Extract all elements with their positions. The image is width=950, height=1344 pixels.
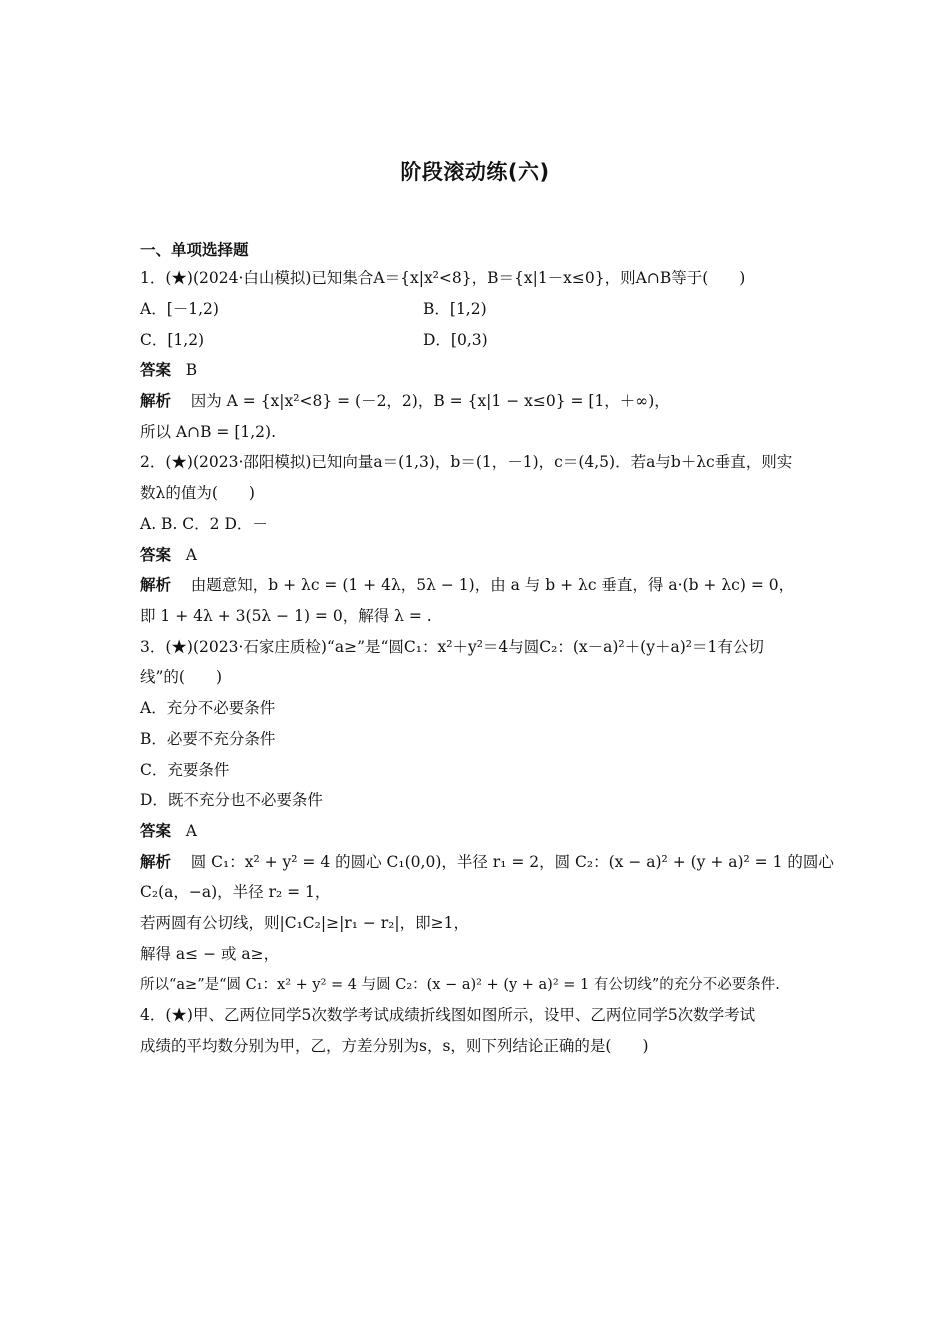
q3-stem: 3．(★)(2023·石家庄质检)“a≥”是“圆C₁：x²＋y²＝4与圆C₂：(x－a)²＋(y＋a)²＝1有公切 (140, 638, 764, 656)
explanation-label: 解析 (140, 392, 172, 410)
answer-label: 答案 (140, 361, 172, 379)
answer-value: B (185, 361, 198, 379)
q1-answer (140, 360, 197, 380)
answer-value: A (185, 546, 197, 564)
q2-stem-cont: 数λ的值为( ) (140, 484, 255, 502)
q3-option-d: D．既不充分也不必要条件 (140, 791, 323, 809)
q4-stem-cont: 成绩的平均数分别为甲，乙，方差分别为s，s，则下列结论正确的是( ) (140, 1037, 649, 1055)
explanation-label: 解析 (140, 576, 172, 594)
q3-explanation-cont: 解得 a≤ − 或 a≥， (140, 945, 280, 963)
q3-option-a: A．充分不必要条件 (140, 699, 276, 717)
q1-option-d: D．[0,3) (423, 331, 488, 349)
answer-label: 答案 (140, 546, 172, 564)
answer-label: 答案 (140, 822, 172, 840)
q3-option-c: C．充要条件 (140, 761, 230, 779)
q3-option-b: B．必要不充分条件 (140, 730, 276, 748)
q1-option-c: C．[1,2) (140, 331, 205, 349)
q2-stem: 2．(★)(2023·邵阳模拟)已知向量a＝(1,3)，b＝(1，－1)，c＝(4,5)．若a与b＋λc垂直，则实 (140, 453, 793, 471)
q1-stem: 1．(★)(2024·白山模拟)已知集合A＝{x|x²<8}，B＝{x|1－x≤0}，则A∩B等于( ) (140, 269, 746, 287)
explanation-text: 圆 C₁：x² + y² = 4 的圆心 C₁(0,0)，半径 r₁ = 2，圆 C₂：(x − a)² + (y + a)² = 1 的圆心 (190, 853, 834, 871)
explanation-text: 由题意知，b + λc = (1 + 4λ，5λ − 1)，由 a 与 b + λc 垂直，得 a·(b + λc) = 0， (190, 576, 795, 594)
page-title: 阶段滚动练(六) (400, 160, 550, 184)
q3-answer (140, 821, 197, 841)
section-heading: 一、单项选择题 (140, 241, 249, 259)
q1-explanation-cont: 所以 A∩B = [1,2). (140, 423, 277, 441)
q2-options: A. B. C．2 D．－ (140, 515, 268, 533)
q3-explanation (140, 852, 834, 872)
q3-explanation-cont: C₂(a，−a)，半径 r₂ = 1， (140, 883, 331, 901)
q3-stem-cont: 线”的( ) (140, 668, 223, 686)
q3-explanation-cont: 所以“a≥”是“圆 C₁：x² + y² = 4 与圆 C₂：(x − a)² + (y + a)² = 1 有公切线”的充分不必要条件. (140, 977, 780, 993)
q2-explanation-cont: 即 1 + 4λ + 3(5λ − 1) = 0，解得 λ = . (140, 607, 432, 625)
q1-explanation (140, 391, 670, 411)
q3-explanation-cont: 若两圆有公切线，则|C₁C₂|≥|r₁ − r₂|，即≥1， (140, 914, 469, 932)
explanation-text: 因为 A = {x|x²<8} = (－2，2)，B = {x|1 − x≤0} = [1，＋∞)， (190, 392, 670, 410)
q1-option-b: B．[1,2) (423, 300, 487, 318)
q2-explanation (140, 575, 794, 595)
answer-value: A (185, 822, 197, 840)
q1-option-a: A．[－1,2) (140, 300, 219, 318)
q2-answer (140, 545, 197, 565)
explanation-label: 解析 (140, 853, 172, 871)
q4-stem: 4．(★)甲、乙两位同学5次数学考试成绩折线图如图所示，设甲、乙两位同学5次数学考试 (140, 1006, 756, 1024)
